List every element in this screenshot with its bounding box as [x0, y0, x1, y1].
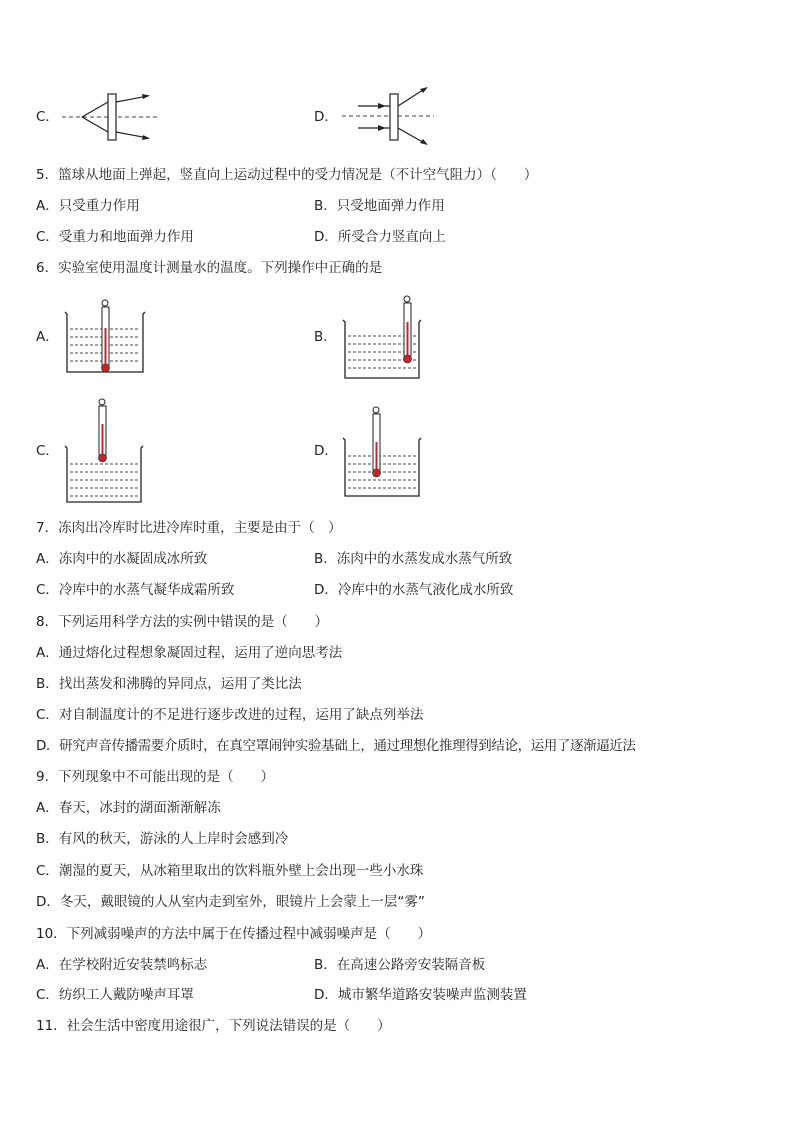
q6-option-d-label: D．	[314, 443, 338, 459]
q7-option-c: C．冷库中的水蒸气凝华成霜所致	[36, 582, 235, 598]
q4-option-c-ray-diagram	[60, 88, 160, 146]
q10-option-d: D．城市繁华道路安装噪声监测装置	[314, 987, 527, 1003]
q5-option-b: B．只受地面弹力作用	[314, 198, 445, 214]
q10-option-c: C．纺织工人戴防噪声耳罩	[36, 987, 194, 1003]
q11-stem: 11．社会生活中密度用途很广，下列说法错误的是（ ）	[36, 1018, 391, 1034]
q9-stem: 9．下列现象中不可能出现的是（ ）	[36, 769, 275, 785]
q5-option-a: A．只受重力作用	[36, 198, 140, 214]
q10-stem: 10．下列减弱噪声的方法中属于在传播过程中减弱噪声是（ ）	[36, 926, 432, 942]
q7-stem: 7．冻肉出冷库时比进冷库时重，主要是由于（ ）	[36, 520, 342, 536]
q9-option-b: B．有风的秋天，游泳的人上岸时会感到冷	[36, 831, 289, 847]
q6-option-b-label: B．	[314, 329, 337, 345]
q4-option-d-ray-diagram	[340, 84, 436, 148]
q6-stem: 6．实验室使用温度计测量水的温度。下列操作中正确的是	[36, 260, 383, 276]
q6-option-a-thermometer-beaker	[62, 296, 148, 374]
q10-option-a: A．在学校附近安装禁鸣标志	[36, 957, 208, 973]
q7-option-d: D．冷库中的水蒸气液化成水所致	[314, 582, 514, 598]
q7-option-b: B．冻肉中的水蒸发成水蒸气所致	[314, 551, 513, 567]
q8-option-b: B．找出蒸发和沸腾的异同点，运用了类比法	[36, 676, 302, 692]
q10-option-b: B．在高速公路旁安装隔音板	[314, 957, 486, 973]
q6-option-c-thermometer-beaker	[62, 394, 146, 506]
q4-option-d-label: D．	[314, 109, 338, 125]
q9-option-d: D．冬天，戴眼镜的人从室内走到室外，眼镜片上会蒙上一层“雾”	[36, 894, 425, 910]
q6-option-c-label: C．	[36, 443, 59, 459]
q7-option-a: A．冻肉中的水凝固成冰所致	[36, 551, 208, 567]
q8-option-d: D．研究声音传播需要介质时，在真空罩闹钟实验基础上，通过理想化推理得到结论，运用了逐渐逼近法	[36, 738, 636, 754]
q8-option-a: A．通过熔化过程想象凝固过程，运用了逆向思考法	[36, 645, 343, 661]
q5-stem: 5．篮球从地面上弹起，竖直向上运动过程中的受力情况是（不计空气阻力）（ ）	[36, 167, 538, 183]
q5-option-c: C．受重力和地面弹力作用	[36, 229, 194, 245]
q6-option-b-thermometer-beaker	[340, 292, 424, 382]
q9-option-a: A．春天，冰封的湖面渐渐解冻	[36, 800, 221, 816]
q4-option-c-label: C．	[36, 109, 59, 125]
q8-stem: 8．下列运用科学方法的实例中错误的是（ ）	[36, 614, 329, 630]
q6-option-a-label: A．	[36, 329, 59, 345]
q5-option-d: D．所受合力竖直向上	[314, 229, 446, 245]
q9-option-c: C．潮湿的夏天，从冰箱里取出的饮料瓶外壁上会出现一些小水珠	[36, 863, 424, 879]
q6-option-d-thermometer-beaker	[340, 404, 424, 500]
q8-option-c: C．对自制温度计的不足进行逐步改进的过程，运用了缺点列举法	[36, 707, 424, 723]
